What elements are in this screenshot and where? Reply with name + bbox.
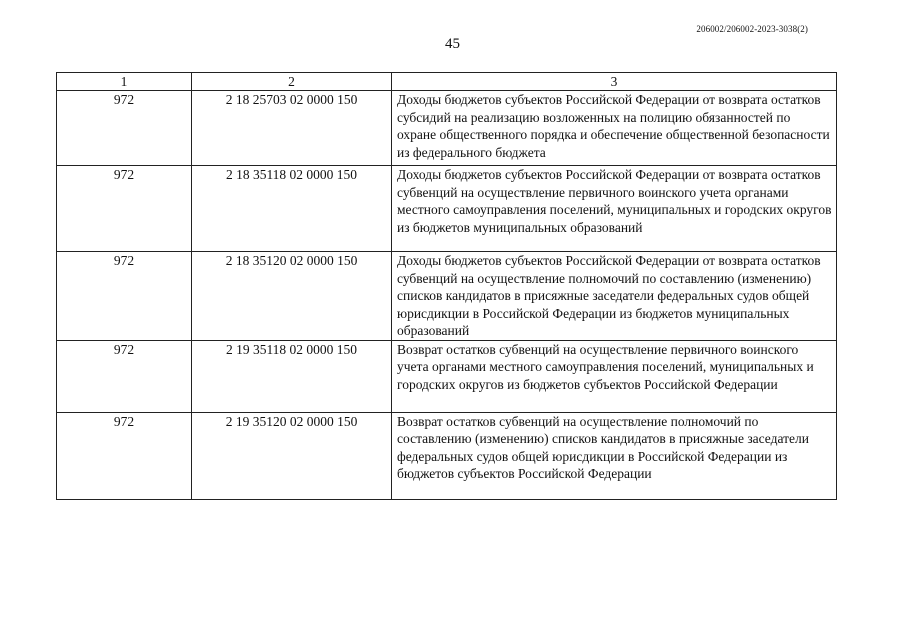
admin-code-cell: 972 (57, 166, 192, 252)
description-cell: Доходы бюджетов субъектов Российской Федерации от возврата остатков субвенций на осуществление первичного воинского учета органами местного самоуправления поселений, муниципальных и городских округов из бюджетов муниципальных образований (392, 166, 837, 252)
description-cell: Доходы бюджетов субъектов Российской Федерации от возврата остатков субвенций на осуществление полномочий по составлению (изменению) списков кандидатов в присяжные заседатели федеральных судов общей юрисдикции в Российской Федерации из бюджетов муниципальных образований (392, 252, 837, 341)
admin-code-cell: 972 (57, 91, 192, 166)
table-row (57, 340, 837, 412)
page-number: 45 (445, 36, 460, 52)
column-header-3: 3 (392, 73, 837, 91)
table-row (57, 91, 837, 166)
admin-code-cell: 972 (57, 340, 192, 412)
description-cell: Доходы бюджетов субъектов Российской Федерации от возврата остатков субсидий на реализацию возложенных на полицию обязанностей по охране общественного порядка и обеспечение общественной безопасности из федерального бюджета (392, 91, 837, 166)
kbk-cell: 2 19 35118 02 0000 150 (192, 340, 392, 412)
admin-code-cell: 972 (57, 412, 192, 499)
kbk-cell: 2 18 35120 02 0000 150 (192, 252, 392, 341)
admin-code-cell: 972 (57, 252, 192, 341)
budget-classification-table (56, 72, 837, 500)
column-header-2: 2 (192, 73, 392, 91)
description-cell: Возврат остатков субвенций на осуществление полномочий по составлению (изменению) списков кандидатов в присяжные заседатели федеральных судов общей юрисдикции в Российской Федерации из бюджетов субъектов Российской Федерации (392, 412, 837, 499)
table-row (57, 252, 837, 341)
document-id: 206002/206002-2023-3038(2) (696, 24, 808, 34)
table-row (57, 412, 837, 499)
column-header-1: 1 (57, 73, 192, 91)
table-row (57, 166, 837, 252)
kbk-cell: 2 19 35120 02 0000 150 (192, 412, 392, 499)
kbk-cell: 2 18 25703 02 0000 150 (192, 91, 392, 166)
description-cell: Возврат остатков субвенций на осуществление первичного воинского учета органами местного самоуправления поселений, муниципальных и городских округов из бюджетов субъектов Российской Федерации (392, 340, 837, 412)
kbk-cell: 2 18 35118 02 0000 150 (192, 166, 392, 252)
table-header-row (57, 73, 837, 91)
